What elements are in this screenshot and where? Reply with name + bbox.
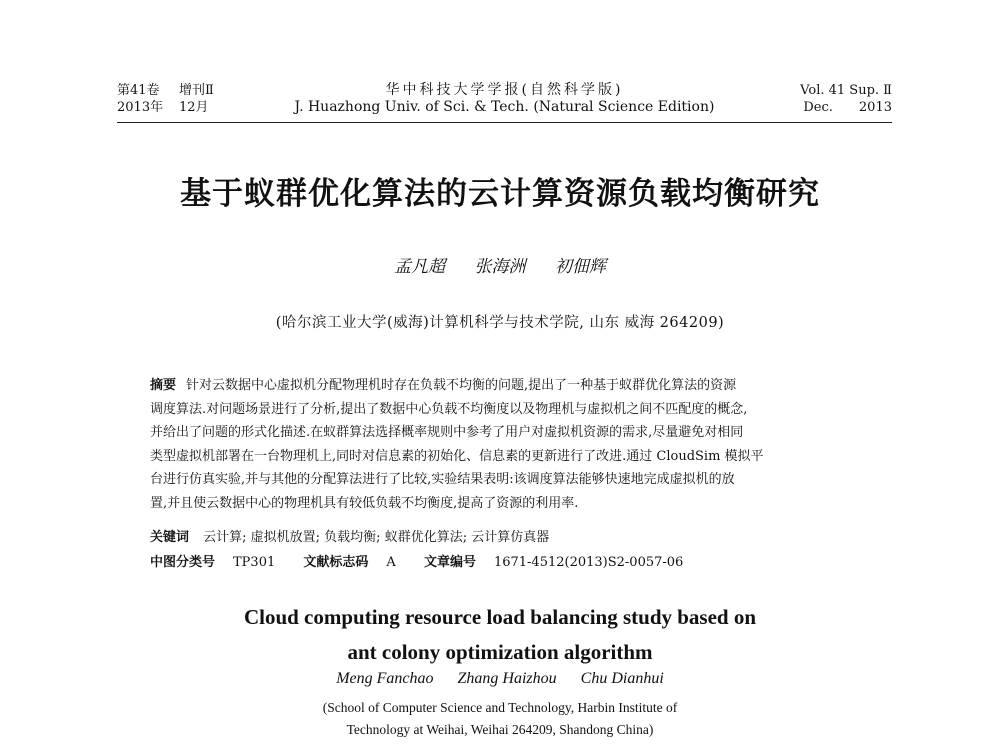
affiliation-en [0, 697, 1000, 741]
doc-code-label: 文献标志码 [303, 555, 369, 570]
keywords [150, 526, 549, 545]
journal-name-cn: 华中科技大学学报(自然科学版) [385, 82, 624, 98]
doc-code-value: A [386, 555, 396, 570]
abstract [150, 374, 858, 515]
header-journal-name [117, 82, 892, 116]
classification-line [150, 551, 707, 570]
article-no-value: 1671-4512(2013)S2-0057-06 [493, 555, 684, 570]
abstract-label: 摘要 [150, 378, 177, 393]
authors-cn [0, 252, 1000, 277]
article-no-label: 文章编号 [423, 555, 476, 570]
author-en: Meng Fanchao [336, 670, 434, 687]
author-cn: 孟凡超 [394, 257, 446, 277]
paper-title-cn: 基于蚁群优化算法的云计算资源负载均衡研究 [180, 176, 820, 212]
keywords-text: 云计算; 虚拟机放置; 负载均衡; 蚁群优化算法; 云计算仿真器 [203, 530, 550, 545]
header-volume: 第41卷 [117, 83, 160, 98]
author-cn: 张海洲 [474, 257, 526, 277]
header-year: 2013年 [117, 100, 164, 115]
abstract-line: 台进行仿真实验,并与其他的分配算法进行了比较,实验结果表明:该调度算法能够快速地完成虚拟机的放 [150, 472, 735, 487]
abstract-line: 摘要 针对云数据中心虚拟机分配物理机时存在负载不均衡的问题,提出了一种基于蚁群优化算法的资源 [150, 378, 737, 393]
abstract-line: 置,并且使云数据中心的物理机具有较低负载不均衡度,提高了资源的利用率. [150, 495, 579, 511]
title-en-line: Cloud computing resource load balancing study based on [243, 605, 757, 629]
keywords-label: 关键词 [150, 530, 190, 545]
title-en-line: ant colony optimization algorithm [347, 640, 653, 664]
header-year-en: 2013 [858, 100, 892, 115]
abstract-line: 并给出了问题的形式化描述.在蚁群算法选择概率规则中参考了用户对虚拟机资源的需求,尽量避免对相同 [150, 425, 744, 440]
author-cn: 初佃辉 [554, 257, 606, 277]
abstract-line: 类型虚拟机部署在一台物理机上,同时对信息素的初始化、信息素的更新进行了改进.通过 CloudSim 模拟平 [150, 448, 764, 464]
authors-en [0, 670, 1000, 688]
paper-title-en [0, 600, 1000, 670]
affiliation-en-line: (School of Computer Science and Technology, Harbin Institute of [322, 700, 678, 715]
affiliation-cn: (哈尔滨工业大学(威海)计算机科学与技术学院, 山东 威海 264209) [275, 315, 725, 331]
header-issue: 增刊Ⅱ [179, 83, 214, 98]
journal-name-en: J. Huazhong Univ. of Sci. & Tech. (Natural Science Edition) [294, 99, 715, 115]
header-month: 12月 [179, 100, 209, 115]
affiliation-en-line: Technology at Weihai, Weihai 264209, Shandong China) [346, 722, 654, 737]
header-month-en: Dec. [803, 100, 833, 115]
journal-header [117, 78, 892, 123]
clc-value: TP301 [233, 555, 276, 570]
clc-label: 中图分类号 [150, 555, 216, 570]
abstract-line: 调度算法.对问题场景进行了分析,提出了数据中心负载不均衡度以及物理机与虚拟机之间不匹配度的概念, [150, 401, 748, 417]
author-en: Chu Dianhui [580, 670, 664, 687]
author-en: Zhang Haizhou [457, 670, 557, 687]
header-volume-en-line: Vol. 41 Sup. Ⅱ [800, 83, 892, 98]
header-volume-en [800, 82, 892, 116]
